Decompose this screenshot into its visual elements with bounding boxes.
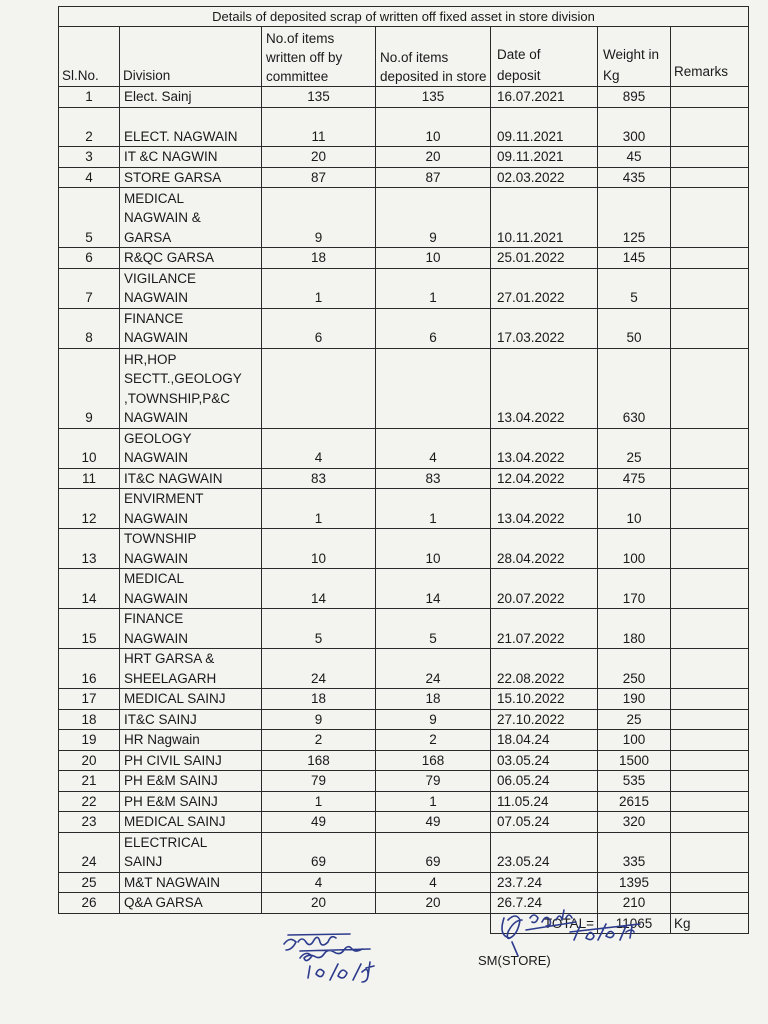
division-line: NAGWAIN — [124, 410, 188, 425]
cell-deposited: 1 — [376, 489, 491, 529]
division-line: SHEELAGARH — [124, 670, 217, 686]
table-row — [59, 268, 749, 308]
cell-division — [120, 188, 262, 248]
table-row — [59, 730, 749, 751]
division-line: MEDICAL SAINJ — [124, 691, 226, 706]
cell-deposited: 24 — [376, 649, 491, 689]
cell-remarks — [671, 188, 749, 248]
cell-remarks — [671, 730, 749, 751]
cell-sl-no: 10 — [59, 428, 120, 468]
division-line: NAGWAIN & — [124, 210, 201, 225]
cell-division — [120, 832, 262, 872]
cell-date: 16.07.2021 — [491, 87, 598, 108]
cell-date: 09.11.2021 — [491, 147, 598, 168]
header-row — [59, 27, 749, 87]
cell-sl-no: 13 — [59, 529, 120, 569]
cell-sl-no: 19 — [59, 730, 120, 751]
cell-remarks — [671, 649, 749, 689]
cell-weight: 1500 — [598, 750, 671, 771]
cell-date: 20.07.2022 — [491, 569, 598, 609]
cell-written-off: 69 — [262, 832, 376, 872]
cell-remarks — [671, 489, 749, 529]
cell-written-off: 20 — [262, 893, 376, 914]
cell-sl-no: 20 — [59, 750, 120, 771]
cell-written-off: 83 — [262, 468, 376, 489]
cell-weight: 180 — [598, 609, 671, 649]
cell-weight: 25 — [598, 709, 671, 730]
cell-written-off: 9 — [262, 709, 376, 730]
cell-remarks — [671, 569, 749, 609]
cell-weight: 1395 — [598, 872, 671, 893]
cell-date: 11.05.24 — [491, 791, 598, 812]
division-line: SAINJ — [124, 854, 163, 869]
division-line: GARSA — [124, 229, 172, 245]
cell-sl-no: 3 — [59, 147, 120, 168]
cell-sl-no: 1 — [59, 87, 120, 108]
cell-remarks — [671, 428, 749, 468]
cell-deposited: 10 — [376, 248, 491, 269]
cell-date: 21.07.2022 — [491, 609, 598, 649]
cell-division — [120, 569, 262, 609]
total-row — [59, 913, 749, 934]
cell-division — [120, 649, 262, 689]
division-line: NAGWAIN — [124, 550, 188, 566]
table-row — [59, 107, 749, 147]
cell-written-off: 11 — [262, 107, 376, 147]
cell-deposited: 4 — [376, 872, 491, 893]
table-row — [59, 832, 749, 872]
header-written-off-text: No.of items written off by committee — [266, 31, 343, 84]
cell-date: 23.7.24 — [491, 872, 598, 893]
cell-sl-no: 21 — [59, 771, 120, 792]
cell-date: 02.03.2022 — [491, 167, 598, 188]
cell-date: 23.05.24 — [491, 832, 598, 872]
cell-weight: 630 — [598, 348, 671, 428]
cell-division — [120, 812, 262, 833]
title-row — [59, 7, 749, 27]
cell-weight: 125 — [598, 188, 671, 248]
cell-sl-no: 23 — [59, 812, 120, 833]
table-row — [59, 87, 749, 108]
cell-sl-no: 8 — [59, 308, 120, 348]
division-line: NAGWAIN — [124, 510, 188, 526]
table-row — [59, 489, 749, 529]
cell-date: 27.10.2022 — [491, 709, 598, 730]
cell-sl-no: 6 — [59, 248, 120, 269]
cell-date: 15.10.2022 — [491, 689, 598, 710]
cell-sl-no: 2 — [59, 107, 120, 147]
cell-division — [120, 147, 262, 168]
cell-date: 12.04.2022 — [491, 468, 598, 489]
cell-sl-no: 12 — [59, 489, 120, 529]
cell-division — [120, 730, 262, 751]
cell-date: 09.11.2021 — [491, 107, 598, 147]
table-row — [59, 529, 749, 569]
cell-deposited: 87 — [376, 167, 491, 188]
cell-remarks — [671, 87, 749, 108]
cell-division — [120, 428, 262, 468]
cell-weight: 300 — [598, 107, 671, 147]
cell-weight: 100 — [598, 529, 671, 569]
cell-division — [120, 893, 262, 914]
cell-deposited: 20 — [376, 893, 491, 914]
cell-written-off: 9 — [262, 188, 376, 248]
division-line: FINANCE — [124, 310, 184, 326]
header-weight — [598, 27, 671, 87]
division-line: HRT GARSA & — [124, 651, 215, 666]
division-line: NAGWAIN — [124, 290, 188, 305]
cell-sl-no: 15 — [59, 609, 120, 649]
cell-sl-no: 7 — [59, 268, 120, 308]
cell-sl-no: 4 — [59, 167, 120, 188]
division-line: HR,HOP — [124, 351, 177, 367]
header-remarks: Remarks — [671, 27, 749, 87]
cell-date: 07.05.24 — [491, 812, 598, 833]
table-row — [59, 872, 749, 893]
cell-written-off: 1 — [262, 489, 376, 529]
table-row — [59, 348, 749, 428]
cell-remarks — [671, 893, 749, 914]
cell-weight: 335 — [598, 832, 671, 872]
cell-division — [120, 529, 262, 569]
cell-written-off: 10 — [262, 529, 376, 569]
cell-written-off: 87 — [262, 167, 376, 188]
table-title: Details of deposited scrap of written off fixed asset in store division — [59, 7, 749, 27]
total-spacer — [59, 913, 491, 934]
cell-deposited: 9 — [376, 188, 491, 248]
cell-date: 28.04.2022 — [491, 529, 598, 569]
cell-sl-no: 5 — [59, 188, 120, 248]
cell-written-off: 20 — [262, 147, 376, 168]
cell-date: 06.05.24 — [491, 771, 598, 792]
cell-deposited: 49 — [376, 812, 491, 833]
division-line: R&QC GARSA — [124, 250, 215, 265]
cell-division — [120, 87, 262, 108]
cell-date: 13.04.2022 — [491, 348, 598, 428]
table-row — [59, 709, 749, 730]
division-line: IT &C NAGWIN — [124, 149, 218, 164]
table-row — [59, 188, 749, 248]
cell-date: 17.03.2022 — [491, 308, 598, 348]
cell-remarks — [671, 348, 749, 428]
cell-date: 13.04.2022 — [491, 428, 598, 468]
cell-weight: 210 — [598, 893, 671, 914]
cell-written-off: 24 — [262, 649, 376, 689]
cell-weight: 535 — [598, 771, 671, 792]
total-label: TOTAL= — [491, 913, 598, 934]
cell-deposited: 1 — [376, 791, 491, 812]
cell-deposited: 4 — [376, 428, 491, 468]
cell-date: 03.05.24 — [491, 750, 598, 771]
table-row — [59, 248, 749, 269]
cell-sl-no: 17 — [59, 689, 120, 710]
total-value: 11065 — [598, 913, 671, 934]
cell-weight: 190 — [598, 689, 671, 710]
cell-division — [120, 107, 262, 147]
cell-weight: 435 — [598, 167, 671, 188]
cell-deposited: 5 — [376, 609, 491, 649]
cell-date: 25.01.2022 — [491, 248, 598, 269]
header-sl-no: Sl.No. — [59, 27, 120, 87]
cell-date: 18.04.24 — [491, 730, 598, 751]
cell-written-off: 18 — [262, 689, 376, 710]
table-row — [59, 750, 749, 771]
table-row — [59, 468, 749, 489]
cell-sl-no: 11 — [59, 468, 120, 489]
cell-weight: 50 — [598, 308, 671, 348]
cell-sl-no: 26 — [59, 893, 120, 914]
division-line: MEDICAL — [124, 190, 185, 206]
division-line: PH E&M SAINJ — [124, 773, 218, 788]
cell-weight: 475 — [598, 468, 671, 489]
division-line: NAGWAIN — [124, 590, 188, 606]
cell-written-off: 2 — [262, 730, 376, 751]
cell-weight: 895 — [598, 87, 671, 108]
cell-written-off: 79 — [262, 771, 376, 792]
cell-written-off: 6 — [262, 308, 376, 348]
table-row — [59, 649, 749, 689]
cell-deposited: 1 — [376, 268, 491, 308]
cell-deposited: 2 — [376, 730, 491, 751]
table-row — [59, 167, 749, 188]
cell-deposited: 20 — [376, 147, 491, 168]
division-line: ,TOWNSHIP,P&C — [124, 390, 231, 406]
division-line: ELECT. NAGWAIN — [124, 128, 238, 144]
table-row — [59, 689, 749, 710]
table-body — [59, 7, 749, 934]
cell-remarks — [671, 308, 749, 348]
cell-written-off: 5 — [262, 609, 376, 649]
division-line: IT&C SAINJ — [124, 711, 197, 727]
cell-division — [120, 872, 262, 893]
cell-sl-no: 18 — [59, 709, 120, 730]
division-line: MEDICAL SAINJ — [124, 814, 226, 829]
table-row — [59, 791, 749, 812]
cell-division — [120, 248, 262, 269]
table-row — [59, 893, 749, 914]
cell-remarks — [671, 689, 749, 710]
cell-written-off: 49 — [262, 812, 376, 833]
table-row — [59, 147, 749, 168]
header-date-text: Date of deposit — [497, 47, 541, 83]
division-line: PH E&M SAINJ — [124, 793, 218, 809]
cell-division — [120, 489, 262, 529]
division-line: IT&C NAGWAIN — [124, 470, 223, 486]
division-line: MEDICAL — [124, 571, 185, 586]
cell-remarks — [671, 268, 749, 308]
division-line: M&T NAGWAIN — [124, 874, 221, 890]
division-line: PH CIVIL SAINJ — [124, 752, 222, 768]
division-line: STORE GARSA — [124, 169, 222, 185]
table-row — [59, 812, 749, 833]
cell-division — [120, 791, 262, 812]
cell-date: 13.04.2022 — [491, 489, 598, 529]
cell-deposited: 18 — [376, 689, 491, 710]
table-row — [59, 569, 749, 609]
cell-weight: 45 — [598, 147, 671, 168]
cell-weight: 5 — [598, 268, 671, 308]
cell-date: 27.01.2022 — [491, 268, 598, 308]
cell-deposited: 9 — [376, 709, 491, 730]
cell-weight: 100 — [598, 730, 671, 751]
cell-written-off — [262, 348, 376, 428]
cell-weight: 250 — [598, 649, 671, 689]
total-unit: Kg — [671, 913, 749, 934]
cell-written-off: 135 — [262, 87, 376, 108]
cell-sl-no: 22 — [59, 791, 120, 812]
cell-sl-no: 14 — [59, 569, 120, 609]
cell-division — [120, 689, 262, 710]
cell-written-off: 1 — [262, 268, 376, 308]
division-line: NAGWAIN — [124, 450, 188, 465]
cell-weight: 145 — [598, 248, 671, 269]
header-deposited-text: No.of items deposited in store — [380, 50, 487, 84]
cell-deposited: 14 — [376, 569, 491, 609]
division-line: TOWNSHIP — [124, 531, 197, 546]
division-line — [124, 108, 258, 127]
cell-written-off: 14 — [262, 569, 376, 609]
cell-written-off: 1 — [262, 791, 376, 812]
cell-remarks — [671, 771, 749, 792]
cell-remarks — [671, 609, 749, 649]
cell-remarks — [671, 529, 749, 569]
cell-division — [120, 771, 262, 792]
cell-remarks — [671, 872, 749, 893]
cell-sl-no: 16 — [59, 649, 120, 689]
division-line: Elect. Sainj — [124, 89, 192, 104]
cell-written-off: 4 — [262, 428, 376, 468]
cell-date: 22.08.2022 — [491, 649, 598, 689]
cell-remarks — [671, 832, 749, 872]
cell-division — [120, 308, 262, 348]
header-deposited — [376, 27, 491, 87]
division-line: FINANCE — [124, 611, 184, 626]
table-row — [59, 771, 749, 792]
cell-deposited: 168 — [376, 750, 491, 771]
cell-deposited: 69 — [376, 832, 491, 872]
cell-division — [120, 268, 262, 308]
cell-remarks — [671, 147, 749, 168]
cell-remarks — [671, 248, 749, 269]
division-line: ELECTRICAL — [124, 834, 208, 850]
cell-division — [120, 709, 262, 730]
division-line: NAGWAIN — [124, 630, 188, 646]
cell-date: 26.7.24 — [491, 893, 598, 914]
cell-written-off: 4 — [262, 872, 376, 893]
cell-weight: 320 — [598, 812, 671, 833]
division-line: Q&A GARSA — [124, 895, 203, 910]
cell-remarks — [671, 167, 749, 188]
cell-weight: 10 — [598, 489, 671, 529]
cell-division — [120, 468, 262, 489]
cell-remarks — [671, 750, 749, 771]
division-line: HR Nagwain — [124, 732, 200, 747]
cell-deposited: 83 — [376, 468, 491, 489]
cell-sl-no: 25 — [59, 872, 120, 893]
cell-sl-no: 24 — [59, 832, 120, 872]
header-written-off — [262, 27, 376, 87]
cell-deposited: 10 — [376, 529, 491, 569]
document-sheet — [58, 0, 748, 1024]
header-date — [491, 27, 598, 87]
cell-remarks — [671, 709, 749, 730]
cell-division — [120, 348, 262, 428]
cell-weight: 170 — [598, 569, 671, 609]
sm-store-label: SM(STORE) — [478, 953, 551, 968]
cell-division — [120, 167, 262, 188]
cell-sl-no: 9 — [59, 348, 120, 428]
cell-deposited: 79 — [376, 771, 491, 792]
division-line: GEOLOGY — [124, 430, 192, 446]
table-row — [59, 428, 749, 468]
division-line: SECTT.,GEOLOGY — [124, 371, 242, 386]
cell-deposited: 6 — [376, 308, 491, 348]
table-row — [59, 609, 749, 649]
cell-division — [120, 750, 262, 771]
division-line: ENVIRMENT — [124, 491, 204, 506]
cell-remarks — [671, 468, 749, 489]
cell-date: 10.11.2021 — [491, 188, 598, 248]
cell-written-off: 168 — [262, 750, 376, 771]
cell-weight: 25 — [598, 428, 671, 468]
cell-remarks — [671, 107, 749, 147]
cell-remarks — [671, 791, 749, 812]
table-row — [59, 308, 749, 348]
header-weight-text: Weight in Kg — [603, 47, 660, 83]
scrap-table — [58, 6, 749, 934]
cell-written-off: 18 — [262, 248, 376, 269]
cell-deposited: 10 — [376, 107, 491, 147]
division-line: VIGILANCE — [124, 270, 197, 286]
cell-weight: 2615 — [598, 791, 671, 812]
cell-deposited — [376, 348, 491, 428]
division-line: NAGWAIN — [124, 330, 188, 345]
header-division: Division — [120, 27, 262, 87]
cell-remarks — [671, 812, 749, 833]
cell-deposited: 135 — [376, 87, 491, 108]
cell-division — [120, 609, 262, 649]
